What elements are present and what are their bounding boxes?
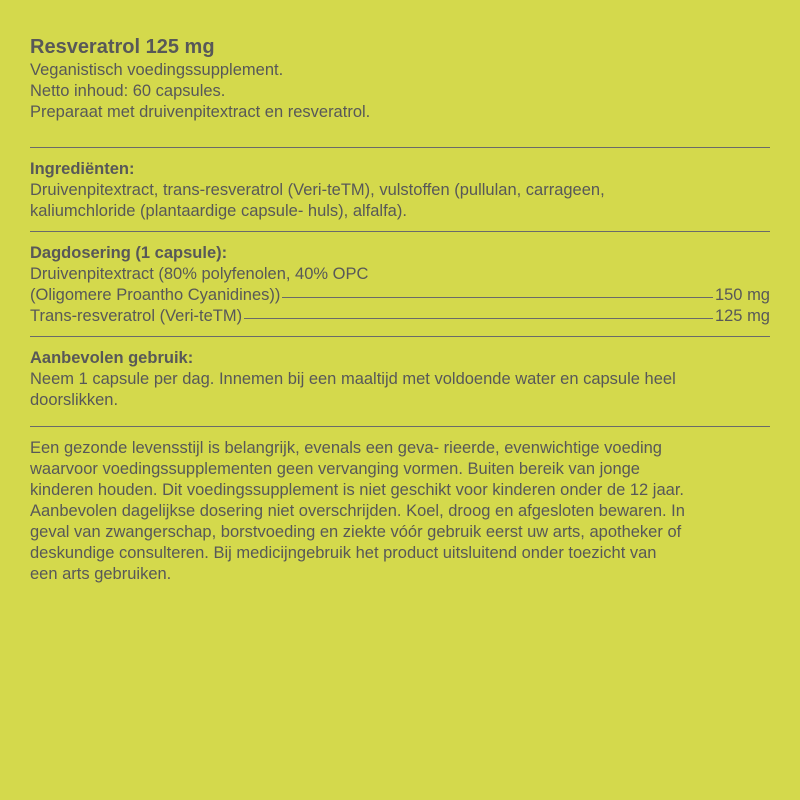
- ingredients-line: Druivenpitextract, trans-resveratrol (Veri-teTM), vulstoffen (pullulan, carrageen,: [30, 181, 605, 199]
- warning-line: kinderen houden. Dit voedingssupplement is niet geschikt voor kinderen onder de 12 jaar.: [30, 481, 684, 499]
- usage-section: [30, 348, 770, 411]
- product-intro: [30, 34, 770, 123]
- dosage-row: [30, 306, 770, 327]
- ingredients-heading: Ingrediënten:: [30, 160, 135, 178]
- intro-line: Veganistisch voedingssupplement.: [30, 61, 284, 79]
- warning-line: waarvoor voedingssupplementen geen vervanging vormen. Buiten bereik van jonge: [30, 460, 640, 478]
- dosage-row: [30, 285, 770, 306]
- divider: [30, 147, 770, 148]
- intro-line: Preparaat met druivenpitextract en resveratrol.: [30, 103, 371, 121]
- divider: [30, 231, 770, 232]
- warning-line: een arts gebruiken.: [30, 565, 172, 583]
- warning-line: Aanbevolen dagelijkse dosering niet overschrijden. Koel, droog en afgesloten bewaren. In: [30, 502, 685, 520]
- warning-line: Een gezonde levensstijl is belangrijk, evenals een geva- rieerde, evenwichtige voeding: [30, 439, 662, 457]
- usage-line: doorslikken.: [30, 391, 119, 409]
- dosage-row-name: Trans-resveratrol (Veri-teTM): [30, 307, 243, 325]
- dosage-row-amount: 150 mg: [714, 286, 770, 304]
- ingredients-line: kaliumchloride (plantaardige capsule- huls), alfalfa).: [30, 202, 407, 220]
- usage-line: Neem 1 capsule per dag. Innemen bij een maaltijd met voldoende water en capsule heel: [30, 370, 676, 388]
- dosage-line: Druivenpitextract (80% polyfenolen, 40% OPC: [30, 265, 369, 283]
- product-title: Resveratrol 125 mg: [30, 36, 215, 58]
- dosage-leader-line: [282, 297, 713, 298]
- ingredients-section: [30, 159, 770, 222]
- dosage-section: [30, 243, 770, 327]
- warning-section: [30, 438, 770, 585]
- warning-line: geval van zwangerschap, borstvoeding en ziekte vóór gebruik eerst uw arts, apotheker of: [30, 523, 682, 541]
- dosage-row-name: (Oligomere Proantho Cyanidines)): [30, 286, 281, 304]
- divider: [30, 426, 770, 427]
- dosage-row-amount: 125 mg: [714, 307, 770, 325]
- warning-line: deskundige consulteren. Bij medicijngebruik het product uitsluitend onder toezicht van: [30, 544, 657, 562]
- dosage-heading: Dagdosering (1 capsule):: [30, 244, 228, 262]
- intro-line: Netto inhoud: 60 capsules.: [30, 82, 226, 100]
- divider: [30, 336, 770, 337]
- dosage-leader-line: [244, 318, 713, 319]
- usage-heading: Aanbevolen gebruik:: [30, 349, 194, 367]
